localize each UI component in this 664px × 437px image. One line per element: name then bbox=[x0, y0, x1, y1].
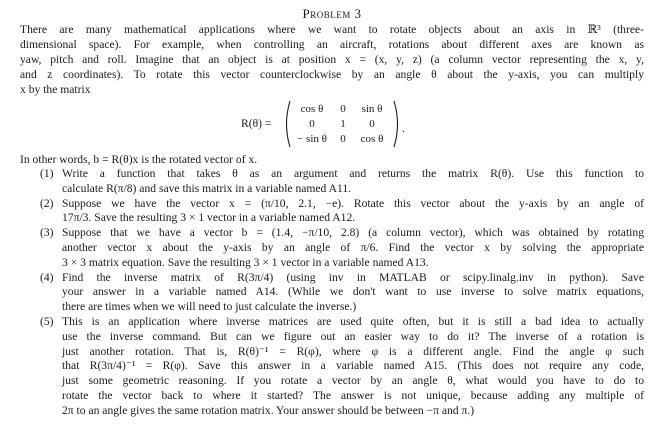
intro-line: yaw, pitch and roll. Imagine that an object is at position x = (x, y, z) (a column vector representing the x, y, bbox=[20, 53, 644, 66]
item-line: your answer in a variable named A14. (While we don't want to use inverse to solve matrix equations, bbox=[62, 285, 644, 299]
item-line: 3 × 3 matrix equation. Save the resulting 3 × 1 vector in a variable named A13. bbox=[62, 255, 429, 269]
matrix-cell: 0 bbox=[309, 118, 315, 130]
item-line: 2π to an angle gives the same rotation matrix. Your answer should be between −π and π.) bbox=[62, 403, 475, 417]
item-line: Suppose we have the vector x = (π/10, 2.1, −e). Rotate this vector about the y-axis by an angle of bbox=[62, 196, 644, 210]
list-item bbox=[20, 167, 644, 197]
matrix-period: . bbox=[402, 122, 405, 135]
item-line: there are times when we will need to just calculate the inverse.) bbox=[62, 300, 357, 314]
matrix-lhs: R(θ) = bbox=[241, 117, 272, 130]
matrix-cell: sin θ bbox=[361, 103, 383, 115]
item-line: just some geometric reasoning. If you rotate a vector by an angle θ, what would you have to do to bbox=[62, 374, 644, 388]
intro-line: There are many mathematical applications where we want to rotate objects about an axis in ℝ³ (three- bbox=[20, 23, 644, 36]
item-number: (3) bbox=[40, 226, 54, 240]
left-paren-icon bbox=[282, 100, 292, 148]
item-line: Write a function that takes θ as an argument and returns the matrix R(θ). Use this function to bbox=[62, 167, 644, 180]
item-line: another vector x about the y-axis by an angle of π/6. Find the vector x by solving the appropriate bbox=[62, 240, 644, 254]
item-number: (1) bbox=[40, 167, 54, 180]
item-number: (4) bbox=[40, 270, 54, 284]
intro-line: and z coordinates). To rotate this vector counterclockwise by an angle θ about the y-axis, you can multiply bbox=[20, 68, 644, 81]
matrix-cell: cos θ bbox=[300, 103, 324, 115]
intro-line: x by the matrix bbox=[20, 83, 91, 96]
matrix-cell: 0 bbox=[369, 118, 375, 130]
list-item bbox=[20, 271, 644, 315]
item-line: Find the inverse matrix of R(3π/4) (using inv in MATLAB or scipy.linalg.inv in python). Save bbox=[62, 270, 644, 284]
rotated-vector-statement: In other words, b = R(θ)x is the rotated vector of x. bbox=[20, 153, 258, 166]
matrix-cell: 1 bbox=[340, 118, 346, 130]
item-line: just another rotation. That is, R(θ)⁻¹ = R(φ), where φ is a different angle. Find the angle φ such bbox=[62, 344, 644, 358]
item-line: Suppose that we have a vector b = (1.4, −π/10, 2.8) (a column vector), which was obtained by rotating bbox=[62, 226, 644, 240]
item-number: (2) bbox=[40, 196, 54, 210]
rotation-matrix-equation bbox=[0, 100, 664, 150]
problem-items-list bbox=[20, 167, 644, 419]
matrix-cell: cos θ bbox=[360, 133, 384, 145]
intro-paragraph bbox=[20, 22, 644, 97]
matrix-cell: 0 bbox=[340, 103, 346, 115]
list-item bbox=[20, 226, 644, 270]
matrix-cell: − sin θ bbox=[297, 133, 327, 145]
item-number: (5) bbox=[40, 314, 54, 328]
matrix-cell: 0 bbox=[340, 133, 346, 145]
item-line: use the inverse command. But can we figure out an easier way to do it? The inverse of a rotation is bbox=[62, 329, 644, 343]
item-line: that R(3π/4)⁻¹ = R(φ). Save this answer in a variable named A15. (This does not require any code, bbox=[62, 359, 644, 373]
item-line: This is an application where inverse matrices are used quite often, but it is still a bad idea to actually bbox=[62, 314, 644, 328]
list-item bbox=[20, 197, 644, 227]
list-item bbox=[20, 315, 644, 419]
item-line: calculate R(π/8) and save this matrix in a variable named A11. bbox=[62, 181, 352, 195]
problem-title: Problem 3 bbox=[302, 6, 362, 21]
intro-line: dimensional space). For example, when controlling an aircraft, rotations about different axes are known as bbox=[20, 38, 644, 51]
item-line: rotate the vector back to where it started? The answer is not unique, because adding any multiple of bbox=[62, 388, 644, 402]
right-paren-icon bbox=[392, 100, 402, 148]
item-line: 17π/3. Save the resulting 3 × 1 vector in a variable named A12. bbox=[62, 211, 356, 225]
